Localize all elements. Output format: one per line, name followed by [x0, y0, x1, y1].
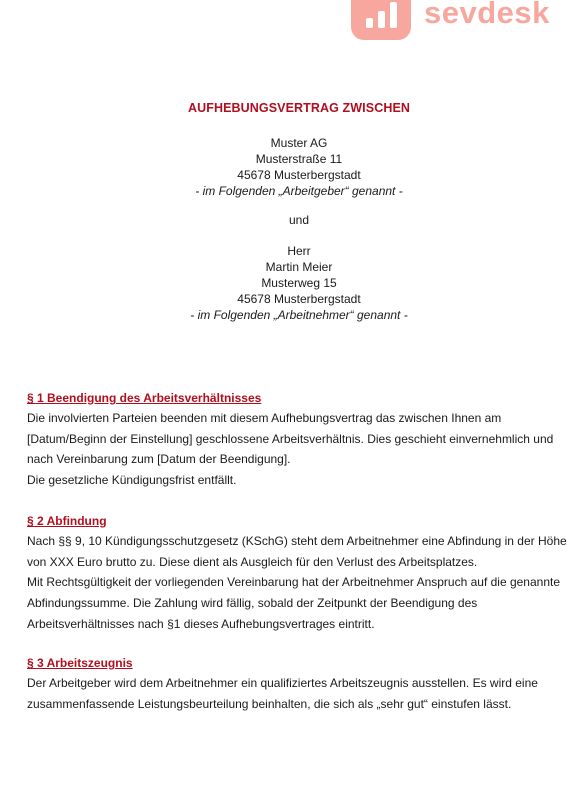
and-separator: und	[288, 213, 310, 227]
paragraph-line: Mit Rechtsgültigkeit der vorliegenden Vereinbarung hat der Arbeitnehmer Anspruch auf die genannte	[27, 575, 561, 590]
employee-city: 45678 Musterbergstadt	[237, 292, 361, 306]
paragraph-line: Abfindungssumme. Die Zahlung wird fällig, sobald der Zeitpunkt der Beendigung des	[27, 596, 478, 611]
employer-name: Muster AG	[270, 136, 328, 150]
paragraph-line: zusammenfassende Leistungsbeurteilung beinhalten, die sich als „sehr gut“ einstufen lässt.	[27, 696, 512, 711]
paragraph-line: Der Arbeitgeber wird dem Arbeitnehmer ein qualifiziertes Arbeitszeugnis ausstellen. Es wird eine	[27, 676, 538, 690]
employer-note: - im Folgenden „Arbeitgeber“ genannt -	[195, 184, 403, 198]
section-heading: § 2 Abfindung	[27, 514, 107, 528]
section-heading: § 3 Arbeitszeugnis	[27, 656, 133, 670]
logo-wordmark: sevdesk	[424, 0, 550, 30]
employer-block	[0, 135, 567, 199]
employer-street: Musterstraße 11	[255, 152, 343, 166]
employee-salutation: Herr	[287, 244, 311, 258]
sevdesk-logo	[351, 0, 550, 42]
employee-note: - im Folgenden „Arbeitnehmer“ genannt -	[190, 308, 408, 322]
section-heading: § 1 Beendigung des Arbeitsverhältnisses	[27, 391, 262, 405]
paragraph-line: nach Vereinbarung zum [Datum der Beendigung].	[27, 452, 291, 467]
employee-name: Martin Meier	[265, 260, 333, 274]
document-title: AUFHEBUNGSVERTRAG ZWISCHEN	[187, 101, 411, 115]
section-severance	[27, 511, 567, 635]
paragraph-line: von XXX Euro brutto zu. Diese dient als Ausgleich für den Verlust des Arbeitsplatzes.	[27, 554, 478, 569]
bar-chart-logo-icon	[351, 0, 411, 40]
employee-street: Musterweg 15	[261, 276, 337, 290]
section-termination	[27, 388, 567, 491]
paragraph-line: [Datum/Beginn der Einstellung] geschlossene Arbeitsverhältnis. Dies geschieht einvernehmlich und	[27, 431, 554, 446]
paragraph-line: Die gesetzliche Kündigungsfrist entfällt.	[27, 473, 237, 488]
employee-block	[0, 243, 567, 323]
paragraph-line: Arbeitsverhältnisses nach §1 dieses Aufhebungsvertrages eintritt.	[27, 616, 375, 631]
paragraph-line: Die involvierten Parteien beenden mit diesem Aufhebungsvertrag das zwischen Ihnen am	[27, 411, 502, 425]
section-reference	[27, 653, 567, 714]
paragraph-line: Nach §§ 9, 10 Kündigungsschutzgesetz (KSchG) steht dem Arbeitnehmer eine Abfindung in der Höhe	[27, 534, 567, 548]
employer-city: 45678 Musterbergstadt	[237, 168, 361, 182]
